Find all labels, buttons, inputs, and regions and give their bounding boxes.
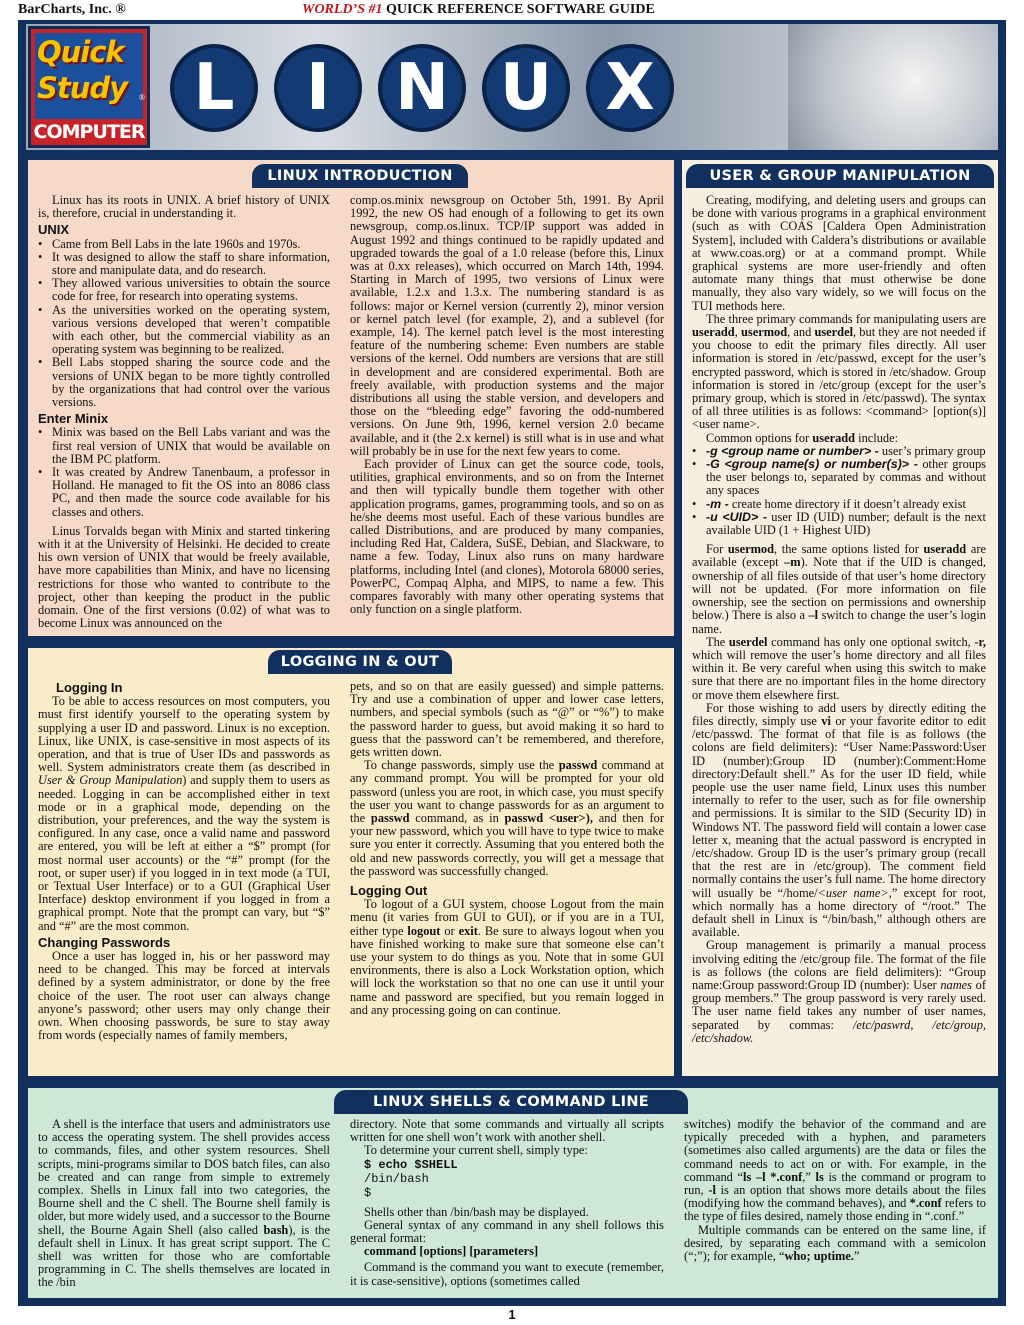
section-reference: User & Group Manipulation	[38, 773, 183, 788]
publisher-name: BarCharts, Inc. ®	[18, 2, 126, 17]
logo-subtitle: COMPUTER	[33, 121, 145, 143]
passwd-paragraph	[350, 759, 664, 878]
userdel-text-3: which will remove the user’s home directory and all files within it. Be very careful when using this switch to make sure that there are no important files in the home directory or move them elsewhere first.	[692, 647, 986, 702]
passwd-command: passwd	[370, 811, 410, 826]
option-flag: -u <UID> -	[706, 509, 767, 524]
multiple-commands-paragraph	[684, 1224, 986, 1264]
intro-section-title: LINUX INTRODUCTION	[252, 164, 468, 188]
file-list: /etc/paswrd, /etc/group, /etc/shadow.	[692, 1017, 986, 1045]
linux-history-paragraph: comp.os.minix newsgroup on October 5th, 1991. By April 1992, the new OS had enough of a following to get its own newsgroup, comp.os.linux. TCP/IP support was added in August 1992 and things continued to be rapidly updated and upgraded towards the goal of a 1.0 release (before this, Linux was at 0.xx releases), which occurred on March 14th, 1994. Starting in March of 1995, two versions of Linux were available, 1.2.x and 1.3.x. The numbering standard is as follows: major or Kernel version (currently 2), minor version or kernel patch level (for example, 2), and a sublevel (for example, 14). The kernel patch level is the most interesting feature of the numbering scheme: Even numbers are stable versions of the kernel. Odd numbers are versions that are still in development and are considered experimental. Both are freely available, with production systems and the major distributions all using the stable version, and developers and those on the “bleeding edge” favoring the odd-numbered versions. On June 9th, 1996, kernel version 2.0 became available, and it (the 2.x kernel) is still what is in use and what will probably be in use for the next few years to come.	[350, 193, 664, 458]
shells-column-1	[38, 1118, 330, 1290]
passwd-text-2: command at any command prompt. You will be prompted for your old password (unless you are root, in which case, you must specify the user you want to change passwords for as an argument to the	[350, 758, 664, 826]
section-shells-command-line	[28, 1088, 998, 1298]
list-item: • Came from Bell Labs in the late 1960s and 1970s.	[38, 238, 330, 251]
options-text-2: include:	[855, 430, 899, 445]
changing-passwords-paragraph: Once a user has logged in, his or her password may need to be changed. This may be forced at intervals defined by a system administrator, or done by the free choice of the user. The root user can always change anyone’s password; other users may only change their own. When choosing passwords, be sure to stay away from words (especially names of family members,	[38, 949, 330, 1043]
shells-intro-paragraph	[38, 1118, 330, 1290]
switches-text-3: is the command or program to run,	[684, 1169, 986, 1198]
l-option: -l	[708, 1183, 716, 1198]
top-header	[0, 0, 1024, 20]
tagline	[302, 2, 655, 18]
ls-example-command: ls –l *.conf	[743, 1169, 803, 1184]
section-user-group-manipulation	[682, 160, 998, 1076]
list-item: • As the universities worked on the operating system, various versions developed that weren’t compatible with each other, but the commercial viability as an operating system was beginning to be realized.	[38, 304, 330, 357]
usermod-paragraph	[692, 543, 986, 635]
logging-column-1	[38, 678, 330, 1042]
useradd-command: useradd	[812, 430, 856, 445]
userdel-command: userdel	[814, 325, 854, 340]
multiple-text-2: ”	[853, 1249, 860, 1264]
unix-bullet-list	[38, 238, 330, 410]
names-italic: names	[940, 977, 972, 992]
users-column	[692, 194, 986, 1045]
switches-text: switches) modify the behavior of the command and are typically preceded with a hyphen, and parameters (sometimes also called arguments) are the data or files the command needs to act on or with. For example, in the command “	[684, 1117, 986, 1184]
ls-command: ls	[815, 1169, 824, 1184]
useradd-options-list	[692, 445, 986, 537]
quickstudy-logo	[28, 26, 150, 148]
shells-column-3	[684, 1118, 986, 1263]
logout-text-2: . Be sure to always logout when you have finished working to make sure that someone else can’t use your system to do things as you. Note that in some GUI environments, there is also a Lock Workstation option, which will lock the workstation so that no one can use it until your name and password are specified, but you remain logged in and any processing going on can continue.	[350, 923, 664, 1017]
useradd-command: useradd	[692, 325, 735, 340]
passwd-file-text: For those wishing to add users by directly editing the files directly, simply use	[692, 700, 986, 728]
intro-lead: Linux has its roots in UNIX. A brief history of UNIX is, therefore, crucial in understanding it.	[38, 193, 330, 221]
tagline-highlight: WORLD’S #1	[302, 2, 383, 17]
shells-text: A shell is the interface that users and administrators use to access the operating system. The shell provides access to commands, files, and other system resources. Shell scripts, mini-programs similar to DOS batch files, can also be created and can range from simple to extremely complex. Shells in Linux fall into two categories, the Bourne shell and the C shell. The Bourne shell family is older, but more widely used, and a successor to the Bourne shell, the Bourne Again Shell (also called	[38, 1117, 330, 1237]
passwd-command: passwd	[558, 758, 598, 773]
tagline-rest: QUICK REFERENCE SOFTWARE GUIDE	[382, 2, 655, 17]
list-item	[692, 458, 986, 498]
banner-letter-n: N	[378, 44, 466, 132]
l-switch: –l	[808, 608, 819, 623]
command-explanation-paragraph: Command is the command you want to execute (remember, it is case-sensitive), options (sometimes called	[350, 1260, 664, 1288]
conf-pattern: *.conf	[909, 1196, 942, 1211]
intro-column-1	[38, 194, 330, 631]
useradd-command: useradd	[923, 542, 967, 557]
command-syntax: command [options] [parameters]	[364, 1244, 539, 1259]
usermod-text-3: are available (except	[692, 542, 986, 570]
section-logging-in-out	[28, 648, 674, 1076]
switches-paragraph	[684, 1118, 986, 1224]
shell-prompt-line: $	[364, 1185, 372, 1200]
syntax-paragraph: General syntax of any command in any shell follows this general format:	[350, 1217, 664, 1246]
logging-out-heading: Logging Out	[350, 883, 428, 899]
logging-section-title: LOGGING IN & OUT	[268, 650, 452, 674]
passwd-file-paragraph	[692, 702, 986, 940]
usermod-text: For	[706, 542, 728, 557]
shell-output-line: /bin/bash	[364, 1171, 429, 1186]
shell-example	[350, 1158, 664, 1200]
group-text-2: of group members.” The group password is very rarely used. The user name field takes any number of user names, separated by commas:	[692, 977, 986, 1032]
intro-column-2	[350, 194, 664, 617]
usermod-command: usermod	[727, 542, 775, 557]
option-flag: -G <group name(s) or number(s)> -	[706, 457, 918, 472]
determine-shell-paragraph: To determine your current shell, simply type:	[364, 1143, 588, 1158]
group-management-paragraph	[692, 939, 986, 1045]
option-description: user ID (UID) number; default is the next available UID (1 + Highest UID)	[706, 509, 986, 538]
list-item: • It was designed to allow the staff to share information, store and manipulate data, and do research.	[38, 251, 330, 277]
logo-word-study: Study	[37, 71, 128, 105]
logging-column-2	[350, 680, 664, 1017]
usermod-text-5: switch to change the user’s login name.	[692, 608, 987, 636]
password-tips-paragraph: pets, and so on that are easily guessed) and simple patterns. Try and use a combination of upper and lower case letters, numbers, and special symbols (such as “@” or “%”) to make the password harder to guess, but avoid making it so hard to guess that the password can’t be remembered, and therefore, gets written down.	[350, 679, 664, 760]
users-commands-paragraph: The three primary commands for manipulating users are useradd, usermod, and userdel, but they are not needed if you choose to edit the primary files directly. All user information is stored in /etc/passwd, except for the user’s encrypted password, which is stored in /etc/shadow. Group information is stored in /etc/group (except for the user’s primary group, which is stored in /etc/passwd). The syntax of all three utilities is as follows: <command> [option(s)] <user name>.	[692, 311, 986, 432]
logging-in-heading: Logging In	[56, 680, 123, 695]
bash-term: bash	[263, 1222, 289, 1237]
multiple-text: Multiple commands can be entered on the same line, if desired, by separating each command with a semicolon (“;”); for example, “	[684, 1222, 986, 1264]
logout-or: or	[440, 923, 459, 938]
banner-letter-u: U	[482, 44, 570, 132]
minix-bullet-list	[38, 426, 330, 518]
list-item: • It was created by Andrew Tanenbaum, a professor in Holland. He managed to fit the OS into an 8086 class PC, and then made the source code available for his classes and others.	[38, 466, 330, 519]
list-item: • Minix was based on the Bell Labs variant and was the first real version of UNIX that would be available on the IBM PC platform.	[38, 426, 330, 466]
userdel-paragraph	[692, 636, 986, 702]
banner-letter-i: I	[274, 44, 362, 132]
shells-column-2	[350, 1118, 664, 1288]
unix-heading: UNIX	[38, 222, 70, 238]
who-uptime-example: who; uptime.	[784, 1249, 854, 1264]
passwd-text: To change passwords, simply use the	[364, 758, 559, 773]
banner-letter-l: L	[170, 44, 258, 132]
option-description: user’s primary group	[878, 443, 986, 458]
logo-word-quick: Quick	[37, 35, 124, 69]
exit-command: exit	[458, 923, 478, 938]
logging-out-paragraph	[350, 898, 664, 1017]
users-section-title: USER & GROUP MANIPULATION	[686, 164, 994, 188]
passwd-text-4: and then for your new password, which you will have to type twice to make sure you enter it correctly. Assuming that you entered both the old and new passwords correctly, you will get a message that the password was successfully changed.	[350, 811, 664, 878]
banner-letter-x: X	[586, 44, 674, 132]
userdel-command: userdel	[728, 634, 768, 649]
banner-photo	[788, 24, 998, 150]
passwd-user-command: passwd <user>),	[504, 811, 593, 826]
distributions-paragraph: Each provider of Linux can get the source code, tools, utilities, graphical environments, and so on from the Internet and then will typically bundle them together with other application programs, games, programming tools, and so on as he/she deems most useful. Each of these various bundles are called Distributions, and are produced by many companies, including Red Hat, Caldera, SuSE, Debian, and Slackware, to name a few. Today, Linux also runs on many hardware platforms, including Intel (and clones), Motorola 68000 series, PowerPC, Compaq Alpha, and MIPS, to name a few. This compares favorably with many other operating systems that only function on a single platform.	[350, 457, 664, 617]
switches-text-4: is an option that shows more details about the files (modifying how the command behaves), and	[684, 1183, 986, 1211]
logging-in-text-cont: ) and supply them to users as needed. Logging in can be accomplished either in text mode or in a graphical mode, depending on the distribution, your preferences, and the way the system is configured. In any case, once a valid name and password are entered, you will be left at either a “$” prompt (for most normal user accounts) or the “#” prompt (for the root, or super user) if you logged in in text mode (a TUI, or Textual User Interface) or to a GUI (Graphical User Interface) desktop environment if you logged in from a graphical prompt. Note that the prompt can vary, but “$” and “#” are the most common.	[38, 773, 330, 933]
passwd-file-text-3: ,” except for root, which normally has a home directory of “/root.” The default shell in Linux is “/bin/bash,” although others are available.	[692, 885, 987, 940]
echo-command-line: $ echo $SHELL	[364, 1157, 458, 1172]
users-intro-paragraph: Creating, modifying, and deleting users and groups can be done with various programs in a graphical environment (such as with COAS [Caldera Open Administration System], included with Caldera’s distributions or available at www.coas.org) or at a command prompt. While graphical systems are more user-friendly and often automate many things that must otherwise be done manually, they also vary widely, so we will focus on the TUI methods here.	[692, 193, 986, 313]
option-flag: -m -	[706, 496, 729, 511]
switches-text-5: refers to the type of files desired, namely those ending in “.conf.”	[684, 1196, 986, 1224]
list-item: • Bell Labs stopped sharing the source code and the versions of UNIX began to be more tightly controlled by the organizations that had control over the various versions.	[38, 356, 330, 409]
usermod-text-4: ). Note that if the UID is changed, ownership of all files outside of that user’s home directory will not be updated. (For more information on file ownership, see the section on permissions and ownership below.) There is also a	[692, 555, 986, 623]
userdel-text-2: command has only one optional switch,	[767, 634, 975, 649]
logout-text: To logout of a GUI system, choose Logout from the main menu (it varies from GUI to GUI), or if you are in a TUI, either type	[350, 897, 664, 938]
switches-text-2: ,”	[802, 1169, 816, 1184]
section-linux-introduction	[28, 160, 674, 636]
r-switch: -r,	[974, 634, 986, 649]
option-description: other groups the user belongs to, separated by commas and without any spaces	[706, 457, 986, 498]
shell-compat-paragraph: directory. Note that some commands and virtually all scripts written for one shell won’t work with another shell.	[350, 1117, 664, 1145]
option-description: create home directory if it doesn’t already exist	[728, 496, 966, 511]
usermod-command: usermod	[740, 325, 788, 340]
logging-in-paragraph	[38, 695, 330, 933]
shells-text-2: ), is the default shell in Linux. It has great script support. The C shell was written for those who are comfortable programming in C. The shells themselves are located in the /bin	[38, 1222, 330, 1290]
m-switch: –m	[784, 555, 801, 570]
userdel-text: The	[706, 634, 729, 649]
logging-in-text: To be able to access resources on most computers, you must first identify yourself to the operating system by supplying a user ID and password. Linux is no exception. Linux, like UNIX, is case-sensitive in most aspects of its operation, and that is true of User IDs and passwords as well. System administrators create them (as described in	[38, 694, 330, 775]
shells-section-title: LINUX SHELLS & COMMAND LINE	[334, 1090, 688, 1114]
group-text: Group management is primarily a manual process involving editing the /etc/group file. The format of the file is as follows (the colons are field delimiters): “Group name:Group password:Group ID (number): User	[692, 938, 986, 992]
minix-heading: Enter Minix	[38, 411, 109, 427]
list-item: • They allowed various universities to obtain the source code for free, for research into operating systems.	[38, 277, 330, 303]
options-text: Common options for	[706, 430, 813, 445]
users-text: The three primary commands for manipulating users are	[706, 311, 986, 326]
other-shells-paragraph: Shells other than /bin/bash may be displayed.	[364, 1204, 589, 1219]
page-number: 1	[508, 1307, 516, 1322]
logo-registered-mark: ®	[138, 93, 145, 102]
passwd-file-text-2: or your favorite editor to edit /etc/passwd. The format of that file is as follows (the colons are field delimiters): “User Name:Password:User ID (number):Group ID (number):Comment:Home directory:Default shell.” As for the user ID field, while people use the user name field, Linux uses this number internally to refer to the user, such as for file ownership and permissions. It is similar to the SID (Security ID) in Windows NT. The password field will contain a lower case letter x, meaning that the actual password is encrypted in /etc/shadow. Group ID is the user’s primary group (recall that the rest are in /etc/group). The comment field normally contains the user’s full name. The home directory will usually be “/home/	[692, 713, 986, 900]
vi-command: vi	[821, 713, 831, 728]
torvalds-paragraph: Linus Torvalds began with Minix and started tinkering with it at the University of Helsinki. He decided to create his own version of UNIX that would be freely available, have more capabilities than Minix, and have no licensing restrictions for those who wanted to contribute to the project, other than keeping the product in the public domain. One of the first versions (0.02) of what was to become Linux was announced on the	[38, 523, 330, 631]
user-name-placeholder: <user name>	[817, 885, 889, 900]
changing-passwords-heading: Changing Passwords	[38, 934, 171, 950]
usermod-text-2: , the same options listed for	[774, 542, 924, 557]
logout-command: logout	[407, 923, 441, 938]
passwd-text-3: command, as in	[409, 811, 505, 826]
list-item	[692, 511, 986, 537]
users-text-2: but they are not needed if you choose to edit the primary files directly. All user information is stored in /etc/passwd, except for the user’s encrypted password, which is stored in /etc/shadow. Group information is stored in /etc/group (except for the user’s primary group, which is stored in /etc/passwd). The syntax of all three utilities is as follows: <command> [option(s)] <user name>.	[692, 325, 986, 432]
option-flag: -g <group name or number> -	[706, 443, 879, 458]
